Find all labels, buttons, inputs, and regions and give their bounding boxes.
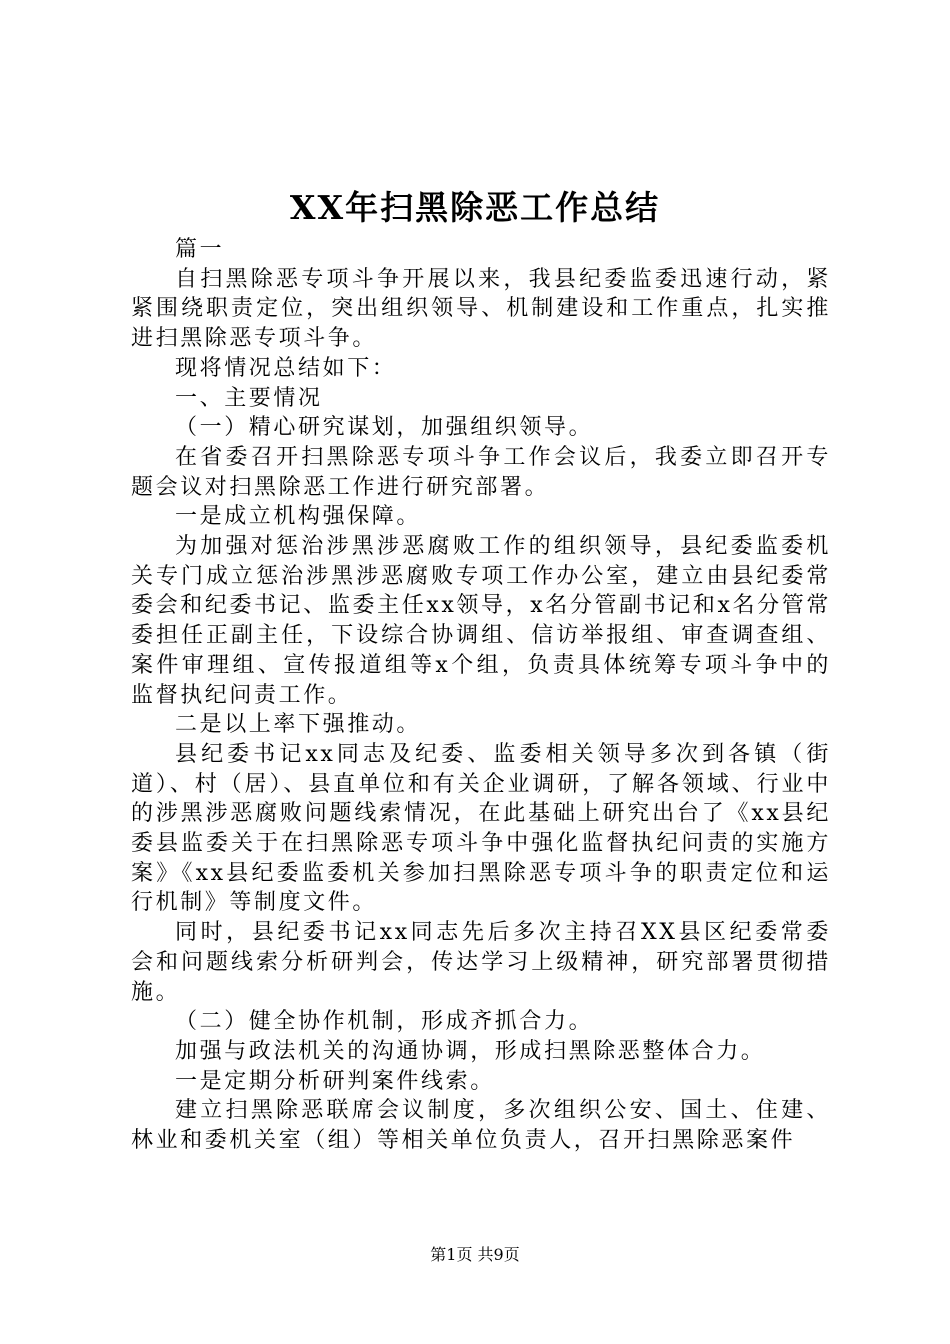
paragraph: 篇一 — [175, 237, 225, 262]
paragraph: （二）健全协作机制，形成齐抓合力。 — [175, 1009, 594, 1035]
paragraph: 现将情况总结如下： — [175, 355, 397, 381]
paragraph: 同时，县纪委书记xx同志先后多次主持召XX县区纪委常委会和问题线索分析研判会，传达学习上级精神，研究部署贯彻措施。 — [131, 920, 831, 1005]
document-title: XX年扫黑除恶工作总结 — [289, 188, 661, 227]
paragraph: 一是定期分析研判案件线索。 — [175, 1068, 495, 1094]
paragraph: 为加强对惩治涉黑涉恶腐败工作的组织领导，县纪委监委机关专门成立惩治涉黑涉恶腐败专项工作办公室，建立由县纪委常委会和纪委书记、监委主任xx领导，x名分管副书记和x名分管常委担任正副主任，下设综合协调组、信访举报组、审查调查组、案件审理组、宣传报道组等x个组，负责具体统筹专项斗争中的监督执纪问责工作。 — [131, 534, 831, 708]
paragraph: 加强与政法机关的沟通协调，形成扫黑除恶整体合力。 — [175, 1038, 766, 1064]
paragraph: 自扫黑除恶专项斗争开展以来，我县纪委监委迅速行动，紧紧围绕职责定位，突出组织领导、机制建设和工作重点，扎实推进扫黑除恶专项斗争。 — [131, 266, 831, 352]
paragraph: 一、主要情况 — [175, 385, 323, 411]
paragraph: 一是成立机构强保障。 — [175, 504, 422, 530]
document-body — [131, 235, 831, 1156]
paragraph: 在省委召开扫黑除恶专项斗争工作会议后，我委立即召开专题会议对扫黑除恶工作进行研究部署。 — [131, 444, 831, 500]
paragraph: 二是以上率下强推动。 — [175, 712, 422, 738]
paragraph: （一）精心研究谋划，加强组织领导。 — [175, 415, 594, 441]
page-footer: 第1页 共9页 — [430, 1245, 520, 1264]
paragraph: 建立扫黑除恶联席会议制度，多次组织公安、国土、住建、林业和委机关室（组）等相关单位负责人，召开扫黑除恶案件 — [131, 1098, 831, 1154]
paragraph: 县纪委书记xx同志及纪委、监委相关领导多次到各镇（街道）、村（居）、县直单位和有关企业调研，了解各领域、行业中的涉黑涉恶腐败问题线索情况，在此基础上研究出台了《xx县纪委县监委关于在扫黑除恶专项斗争中强化监督执纪问责的实施方案》《xx县纪委监委机关参加扫黑除恶专项斗争的职责定位和运行机制》等制度文件。 — [131, 741, 831, 916]
